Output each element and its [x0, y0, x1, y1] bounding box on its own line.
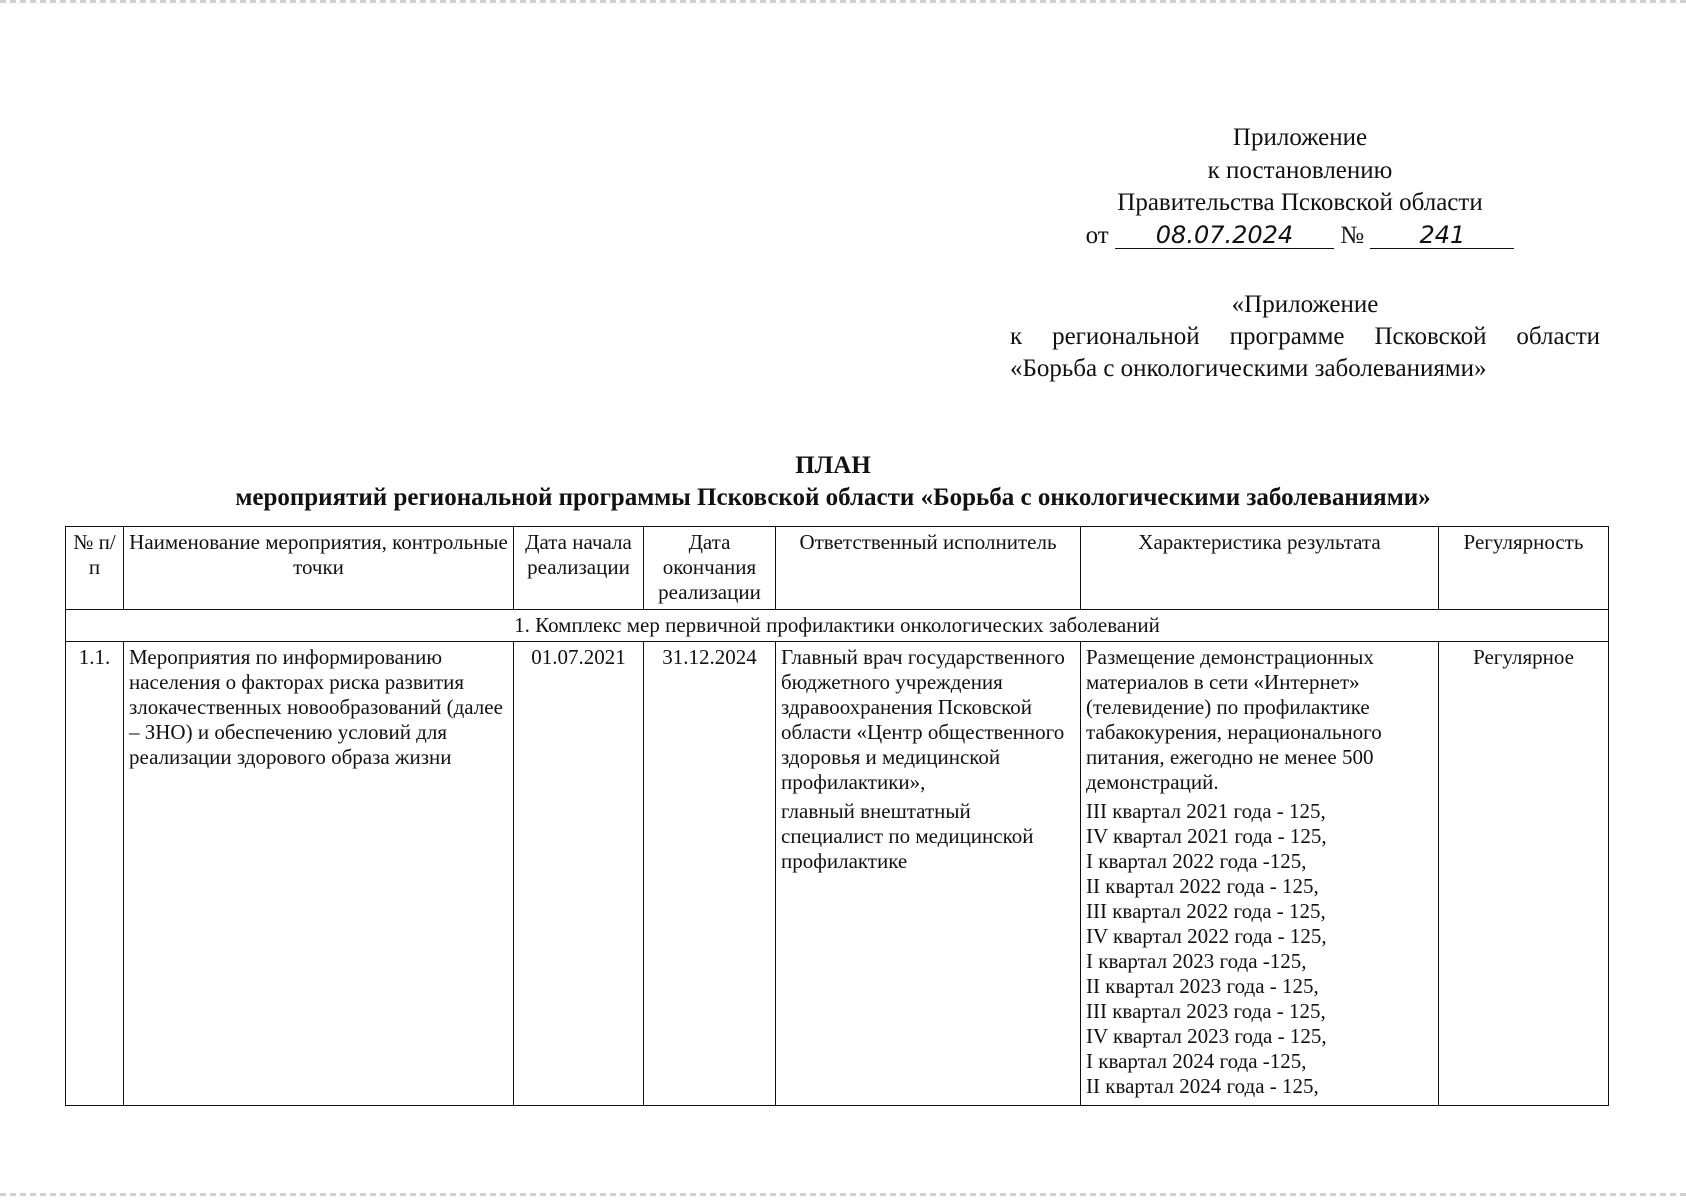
header-result: Характеристика результата	[1081, 527, 1439, 610]
appendix-line-2: к региональной программе Псковской области	[1010, 323, 1600, 350]
result-intro: Размещение демонстрационных материалов в сети «Интернет» (телевидение) по профилактике табакокурения, нерационального питания, ежегодно не менее 500 демонстраций.	[1086, 645, 1382, 794]
plan-title-line-1: ПЛАН	[795, 452, 871, 479]
program-appendix-heading	[1010, 289, 1600, 385]
quarter-item: II квартал 2023 года - 125,	[1086, 974, 1319, 998]
section-row	[66, 610, 1609, 642]
quarter-item: I квартал 2024 года -125,	[1086, 1049, 1307, 1073]
header-name: Наименование мероприятия, контрольные точки	[124, 527, 514, 610]
table-row	[66, 642, 1609, 1106]
stamp-line-2: к постановлению	[1207, 156, 1393, 184]
quarter-item: III квартал 2023 года - 125,	[1086, 999, 1326, 1023]
responsible-part-2: главный внештатный специалист по медицинской профилактике	[781, 799, 1034, 873]
table-header-row	[66, 527, 1609, 610]
cell-regularity: Регулярное	[1439, 642, 1609, 1106]
cell-start: 01.07.2021	[514, 642, 644, 1106]
scan-edge-top	[0, 0, 1686, 3]
cell-responsible	[776, 642, 1081, 1106]
quarter-item: II квартал 2022 года - 125,	[1086, 874, 1319, 898]
scan-edge-bottom	[0, 1193, 1686, 1196]
quarter-item: I квартал 2023 года -125,	[1086, 949, 1307, 973]
header-responsible: Ответственный исполнитель	[776, 527, 1081, 610]
cell-result	[1081, 642, 1439, 1106]
quarter-item: I квартал 2022 года -125,	[1086, 849, 1307, 873]
section-title: 1. Комплекс мер первичной профилактики онкологических заболеваний	[66, 610, 1609, 642]
header-num: № п/п	[66, 527, 124, 610]
cell-end: 31.12.2024	[644, 642, 776, 1106]
quarter-item: III квартал 2022 года - 125,	[1086, 899, 1326, 923]
plan-title-line-2: мероприятий региональной программы Псковской области «Борьба с онкологическими заболеваниями»	[235, 484, 1431, 511]
stamp-number-sign: №	[1340, 221, 1365, 249]
stamp-line-3: Правительства Псковской области	[1117, 189, 1483, 216]
stamp-number: 241	[1370, 222, 1514, 249]
plan-table	[65, 526, 1609, 1106]
responsible-part-1: Главный врач государственного бюджетного учреждения здравоохранения Псковской области «Центр общественного здоровья и медицинской профилактики»,	[781, 645, 1065, 794]
appendix-line-1: «Приложение	[1231, 291, 1379, 318]
quarter-item: IV квартал 2023 года - 125,	[1086, 1024, 1327, 1048]
stamp-date-prefix: от	[1085, 221, 1109, 249]
header-start: Дата начала реализации	[514, 527, 644, 610]
cell-name: Мероприятия по информированию населения о факторах риска развития злокачественных новообразований (далее – ЗНО) и обеспечению условий для реализации здорового образа жизни	[124, 642, 514, 1106]
quarter-item: IV квартал 2022 года - 125,	[1086, 924, 1327, 948]
quarter-item: III квартал 2021 года - 125,	[1086, 799, 1326, 823]
stamp-date: 08.07.2024	[1115, 222, 1334, 249]
stamp-date-line	[1000, 220, 1600, 253]
approval-stamp	[1000, 122, 1600, 252]
cell-num: 1.1.	[66, 642, 124, 1106]
quarter-item: IV квартал 2021 года - 125,	[1086, 824, 1327, 848]
quarter-item: II квартал 2024 года - 125,	[1086, 1074, 1319, 1098]
plan-title	[60, 450, 1606, 514]
header-regularity: Регулярность	[1439, 527, 1609, 610]
result-quarters	[1086, 799, 1433, 1099]
appendix-line-3: «Борьба с онкологическими заболеваниями»	[1010, 355, 1487, 382]
stamp-line-1: Приложение	[1232, 124, 1368, 151]
header-end: Дата окончания реализации	[644, 527, 776, 610]
